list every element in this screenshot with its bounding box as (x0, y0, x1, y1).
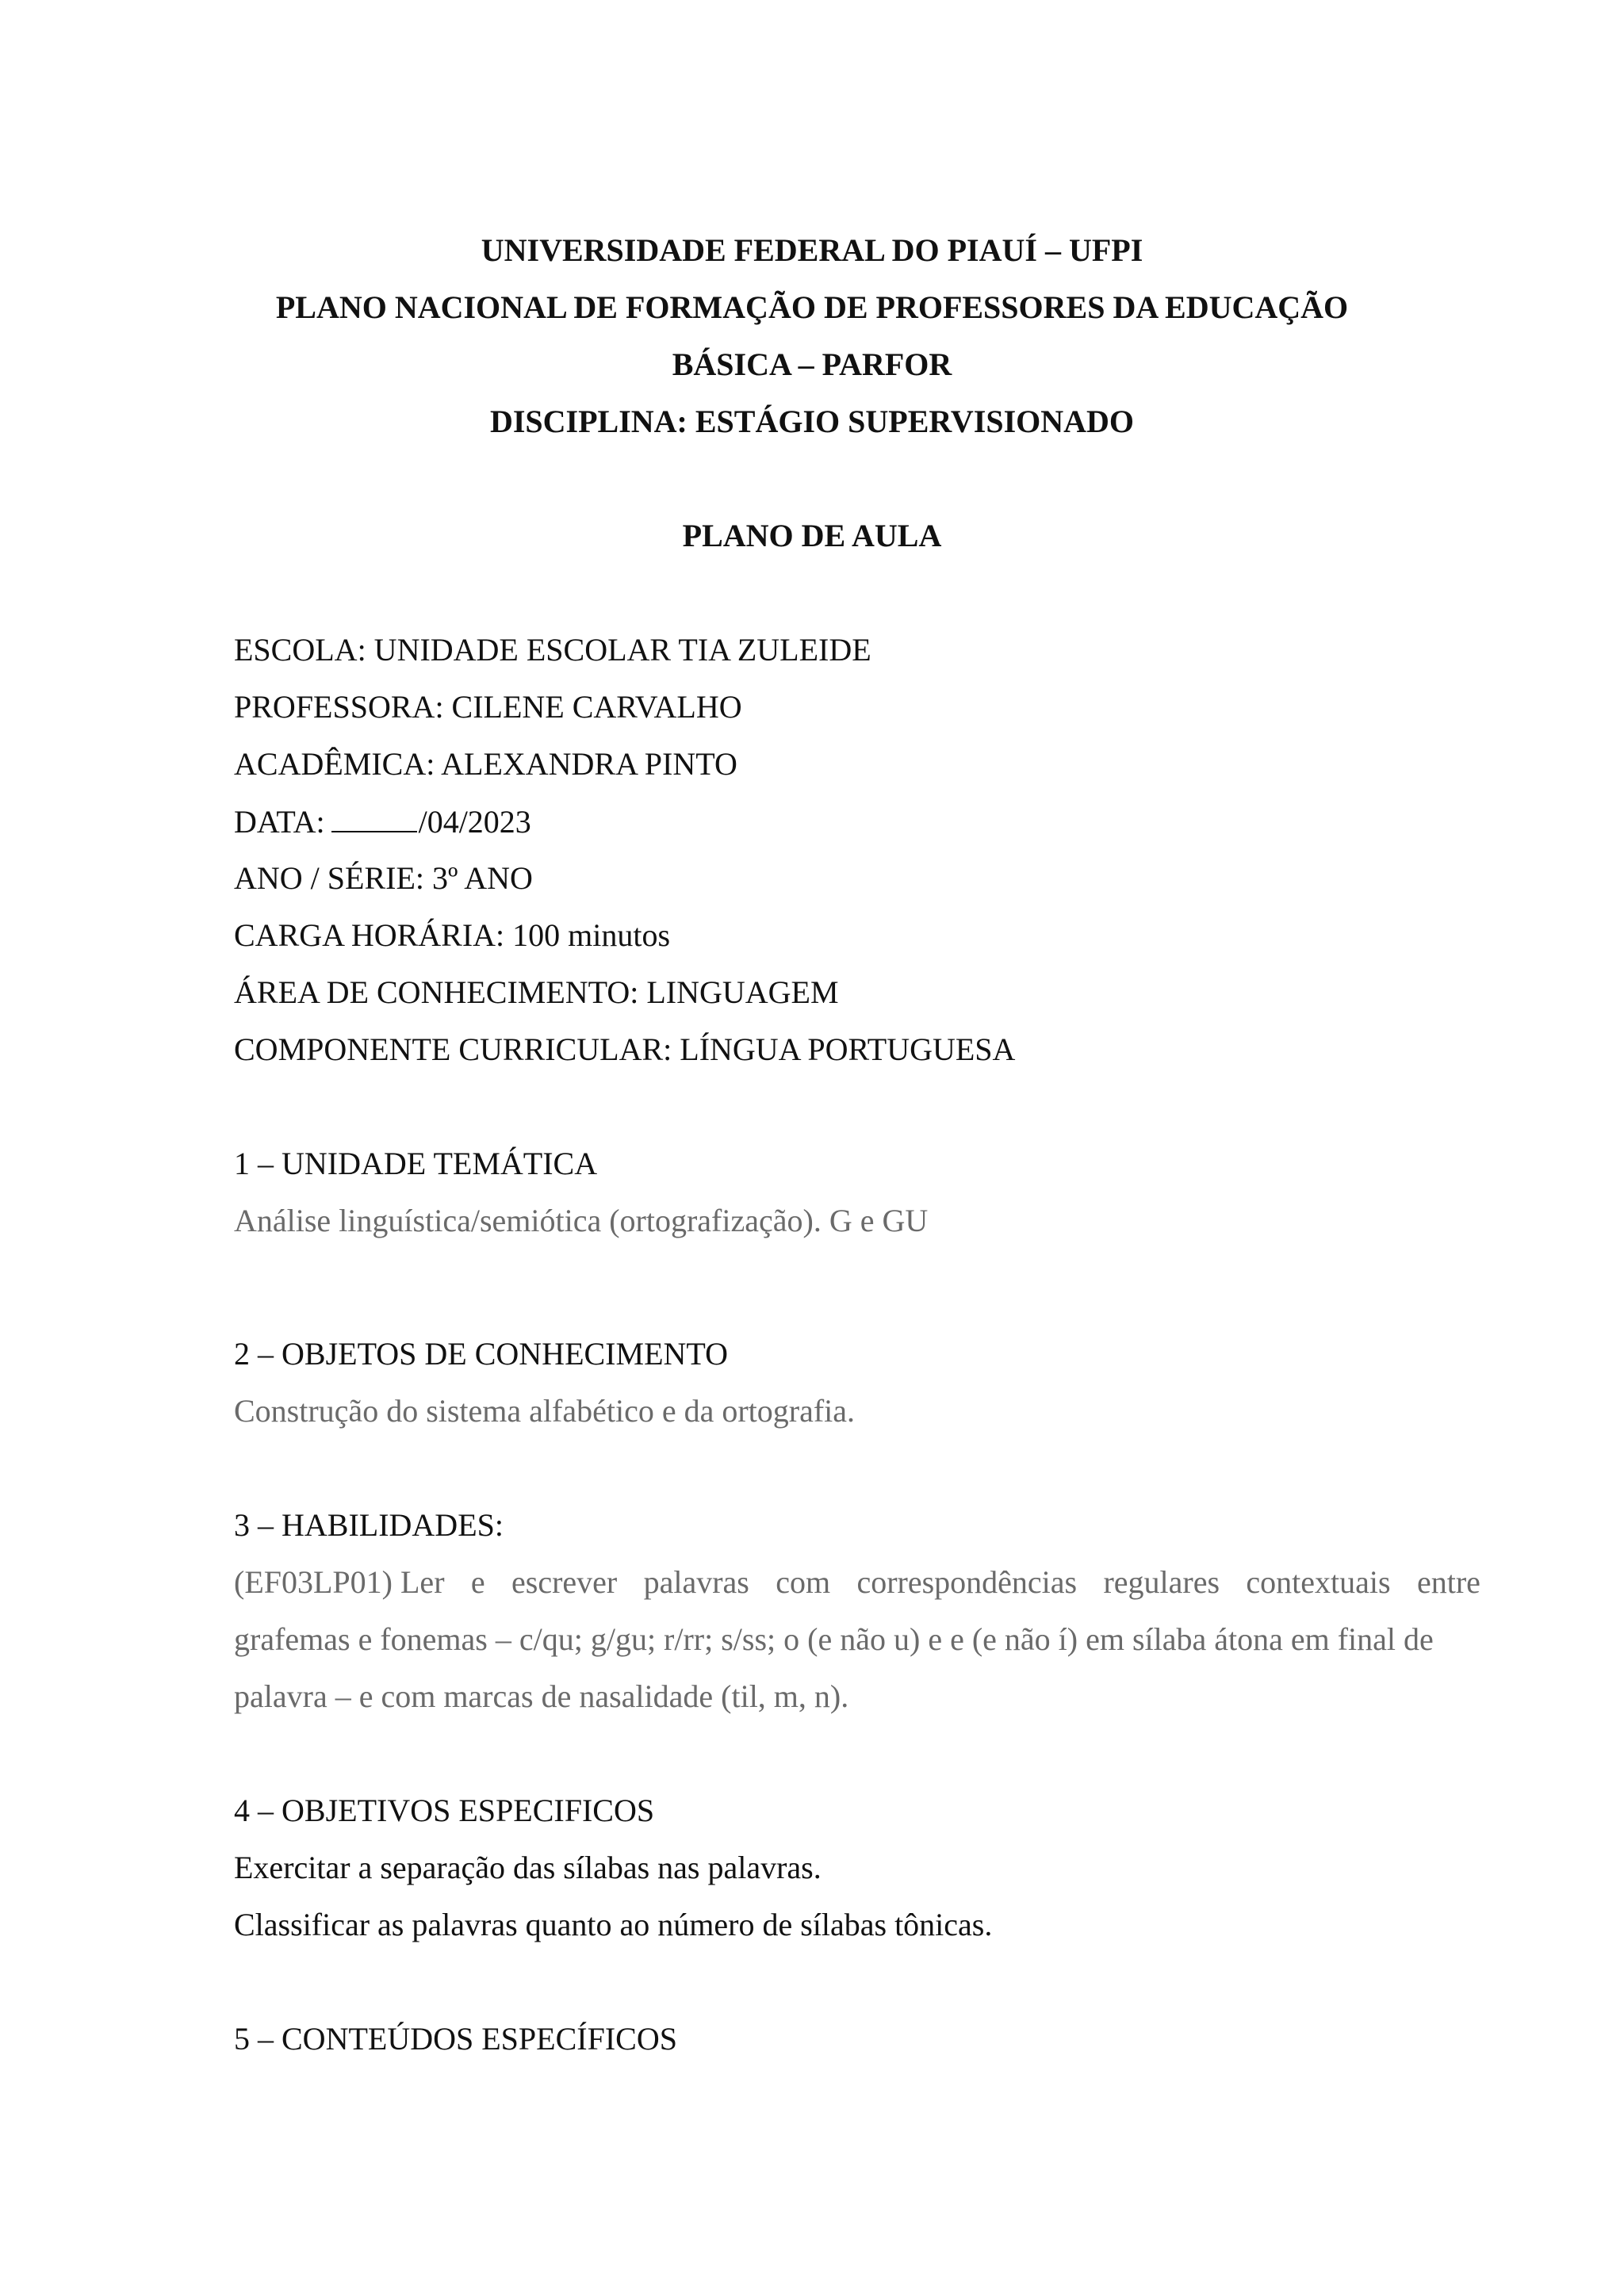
header-program-cont: BÁSICA – PARFOR (672, 346, 952, 382)
word: correspondências (856, 1564, 1078, 1600)
section-1-heading: 1 – UNIDADE TEMÁTICA (234, 1146, 598, 1181)
section-3-line-1 (234, 1563, 1480, 1601)
word: contextuais (1246, 1564, 1391, 1600)
word: regulares (1103, 1564, 1220, 1600)
info-data-value: /04/2023 (418, 804, 531, 840)
section-2-text: Construção do sistema alfabético e da ortografia. (234, 1393, 856, 1429)
section-3-heading: 3 – HABILIDADES: (234, 1507, 504, 1543)
word: e (470, 1564, 485, 1600)
header-program: PLANO NACIONAL DE FORMAÇÃO DE PROFESSORES DA EDUCAÇÃO (275, 289, 1349, 325)
section-4-item-2: Classificar as palavras quanto ao número de sílabas tônicas. (234, 1907, 993, 1942)
header-university: UNIVERSIDADE FEDERAL DO PIAUÍ – UFPI (481, 232, 1143, 268)
date-blank-line (331, 802, 417, 832)
header-discipline: DISCIPLINA: ESTÁGIO SUPERVISIONADO (489, 404, 1135, 439)
section-1-text: Análise linguística/semiótica (ortografização). G e GU (234, 1203, 929, 1238)
section-5-heading: 5 – CONTEÚDOS ESPECÍFICOS (234, 2021, 677, 2057)
section-2-heading: 2 – OBJETOS DE CONHECIMENTO (234, 1336, 728, 1372)
word: palavras (643, 1564, 749, 1600)
section-3-line-2: grafemas e fonemas – c/qu; g/gu; r/rr; s/ss; o (e não u) e e (e não í) em sílaba átona em final de (234, 1621, 1434, 1657)
info-componente: COMPONENTE CURRICULAR: LÍNGUA PORTUGUESA (234, 1031, 1016, 1067)
info-area: ÁREA DE CONHECIMENTO: LINGUAGEM (234, 974, 839, 1010)
info-ano-serie: ANO / SÉRIE: 3º ANO (234, 860, 533, 896)
info-carga-horaria: CARGA HORÁRIA: 100 minutos (234, 917, 671, 953)
word: escrever (511, 1564, 618, 1600)
word: entre (1416, 1564, 1480, 1600)
word: (EF03LP01) Ler (234, 1564, 445, 1600)
info-data-label: DATA: (234, 804, 325, 840)
section-3-line-3: palavra – e com marcas de nasalidade (til, m, n). (234, 1678, 849, 1714)
info-professora: PROFESSORA: CILENE CARVALHO (234, 689, 742, 725)
word: com (776, 1564, 831, 1600)
info-escola: ESCOLA: UNIDADE ESCOLAR TIA ZULEIDE (234, 632, 871, 668)
section-4-item-1: Exercitar a separação das sílabas nas palavras. (234, 1850, 822, 1885)
document-title: PLANO DE AULA (682, 518, 942, 553)
section-4-heading: 4 – OBJETIVOS ESPECIFICOS (234, 1793, 655, 1828)
info-data (234, 802, 531, 841)
info-academica: ACADÊMICA: ALEXANDRA PINTO (234, 746, 737, 782)
